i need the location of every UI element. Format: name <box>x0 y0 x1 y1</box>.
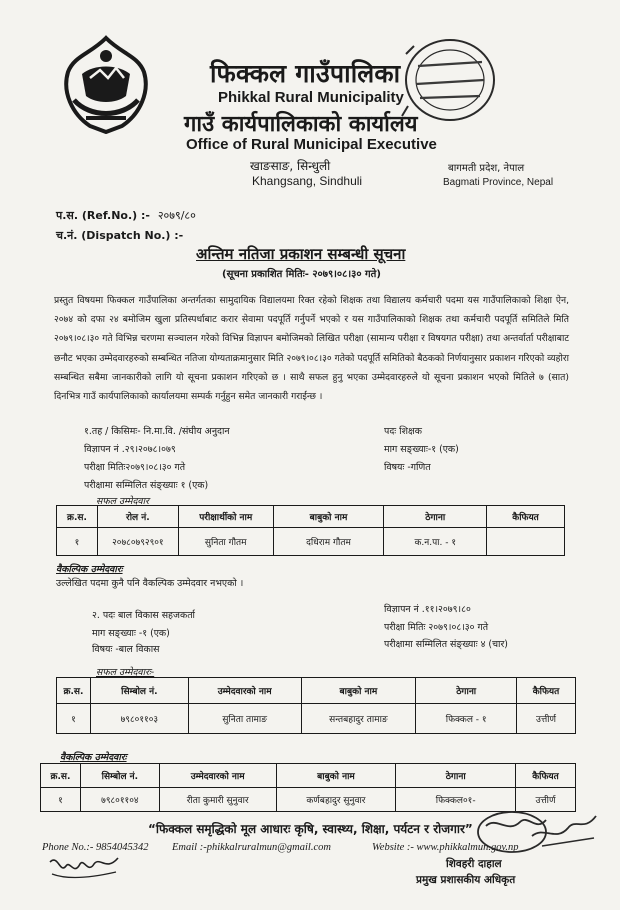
signer-title: प्रमुख प्रशासकीय अधिकृत <box>416 874 516 886</box>
notice-body: प्रस्तुत विषयमा फिक्कल गाउँपालिका अन्तर्गतका सामुदायिक विद्यालयमा रिक्त रहेको शिक्षक तथा विद्यालय कर्मचारी पदमा यस गाउँपालिकाको शिक्षा ऐन, २०७४ को दफा २४ बमोजिम खुला प्रतिस्पर्धाबाट करार सेवामा पदपूर्ति गर्नुपर्ने भएको र यस गाउँपालिकाको शिक्षक तथा कर्मचारी पदपूर्ति समितिले मिति २०७९।०८।३० गते विभिन्न चरणमा सञ्चालन गरेको विभिन्न विज्ञापन बमोजिमको लिखित परीक्षा (सामान्य परीक्षा र विषयगत परीक्षा) तथा अन्तर्वार्ता परीक्षाबाट छनौट भएका उम्मेदवारहरुको सम्बन्धित नतिजा योग्यताक्रमानुसार मिति २०७९।०८।३० गतेको पदपूर्ति समितिको बैठकको निर्णयानुसार प्रकाशन गरिएको व्यहोरा सम्बन्धित सबैमा जानकारीको लागि यो सूचना प्रकाशन गरिएको छ । साथै सफल हुनु भएका उम्मेदवारहरुले यो सूचना प्रकाशन भएको मितिले ७ (सात) दिनभित्र गाउँ कार्यपालिकाको कार्यालयमा सम्पर्क गर्नुहुन समेत जानकारी गराईन्छ । <box>54 295 569 403</box>
s2-subject: विषयः -बाल विकास <box>92 644 160 655</box>
ref-label: प.स. (Ref.No.) :- <box>56 209 150 222</box>
table-cell: सुनिता तामाङ <box>188 704 301 734</box>
s1-post: पदः शिक्षक <box>384 426 422 437</box>
table-header: सिम्बोल नं. <box>90 678 188 704</box>
nepal-emblem-icon <box>60 34 152 134</box>
table-header: बाबुको नाम <box>301 678 416 704</box>
notice-subtitle: (सूचना प्रकाशित मितिः- २०७९।०८।३० गते) <box>222 269 381 280</box>
signer-name: शिवहरी दाहाल <box>446 858 502 870</box>
email-address: Email :-phikkalruralmun@gmail.com <box>172 842 331 853</box>
table-cell: फिक्कल - १ <box>416 704 517 734</box>
office-title-english: Office of Rural Municipal Executive <box>186 136 437 153</box>
s2-alt-heading: वैकल्पिक उम्मेदवारः <box>60 752 127 763</box>
province-english: Bagmati Province, Nepal <box>443 177 554 188</box>
ref-value: २०७९/८० <box>157 209 196 222</box>
table-cell: क.न.पा. - १ <box>384 528 487 556</box>
notice-title: अन्तिम नतिजा प्रकाशन सम्बन्धी सूचना <box>196 245 406 263</box>
s2-exam-date: परीक्षा मितिः २०७९।०८।३० गते <box>384 622 489 633</box>
website-address: Website :- www.phikkalmun.gov.np <box>372 842 519 853</box>
table-header: ठेगाना <box>416 678 517 704</box>
place-nepali: खाङसाङ, सिन्धुली <box>250 159 331 173</box>
table-cell: सुनिता गौतम <box>178 528 273 556</box>
table-header: रोल नं. <box>97 506 178 528</box>
s1-demand: माग सङ्ख्याः-१ (एक) <box>384 444 459 455</box>
reference-number <box>56 208 196 223</box>
dispatch-number: च.नं. (Dispatch No.) :- <box>56 229 184 242</box>
table-cell <box>487 528 565 556</box>
table-header: उम्मेदवारको नाम <box>188 678 301 704</box>
table-header: बाबुको नाम <box>276 764 396 788</box>
s1-ad-no: विज्ञापन नं .२९।२०७८।०७९ <box>84 444 176 455</box>
table-row <box>57 704 576 734</box>
table-header: बाबुको नाम <box>273 506 384 528</box>
table-cell: सन्तबहादुर तामाङ <box>301 704 416 734</box>
table-header: कैफियत <box>516 764 576 788</box>
municipality-title-nepali: फिक्कल गाउँपालिका <box>210 59 401 88</box>
table-cell: उत्तीर्ण <box>516 788 576 812</box>
s2-results-table <box>56 677 576 734</box>
table-header: क्र.स. <box>41 764 81 788</box>
s2-demand: माग सङ्ख्याः -१ (एक) <box>92 628 170 639</box>
left-signature-icon <box>46 852 122 884</box>
phone-number: Phone No.:- 9854045342 <box>42 842 149 853</box>
s1-level: १.तह / किसिमः- नि.मा.वि. /संघीय अनुदान <box>84 426 230 437</box>
table-cell: १ <box>41 788 81 812</box>
s1-participants: परीक्षामा सम्मिलित संङ्ख्याः १ (एक) <box>84 480 209 491</box>
s2-participants: परीक्षामा सम्मिलित संङ्ख्याः ४ (चार) <box>384 639 508 650</box>
table-header: उम्मेदवारको नाम <box>159 764 276 788</box>
s2-success-heading: सफल उम्मेदवारः- <box>96 667 155 678</box>
table-header: ठेगाना <box>384 506 487 528</box>
table-cell: फिक्कल०१- <box>396 788 516 812</box>
table-cell: १ <box>57 528 98 556</box>
approval-stamp-icon <box>472 802 602 858</box>
table-header: सिम्बोल नं. <box>80 764 159 788</box>
municipality-slogan: “फिक्कल समृद्धिको मूल आधारः कृषि, स्वास्थ्य, शिक्षा, पर्यटन र रोजगार” <box>148 822 473 836</box>
s2-ad-no: विज्ञापन नं .११।२०७९।८० <box>384 604 471 615</box>
table-cell: रीता कुमारी सुनुवार <box>159 788 276 812</box>
office-title-nepali: गाउँ कार्यपालिकाको कार्यालय <box>184 112 418 137</box>
table-cell: उत्तीर्ण <box>517 704 576 734</box>
s1-alt-text: उल्लेखित पदमा कुनै पनि वैकल्पिक उम्मेदवार नभएको । <box>56 578 244 589</box>
table-header: कैफियत <box>517 678 576 704</box>
table-cell: ७९८०११०३ <box>90 704 188 734</box>
s1-results-table <box>56 505 565 556</box>
table-cell: १ <box>57 704 91 734</box>
table-header: क्र.स. <box>57 506 98 528</box>
table-row <box>57 528 565 556</box>
s1-success-heading: सफल उम्मेदवार <box>96 496 149 507</box>
table-header: कैफियत <box>487 506 565 528</box>
table-cell: ७९८०११०४ <box>80 788 159 812</box>
province-nepali: बागमती प्रदेश, नेपाल <box>448 163 525 174</box>
table-header: परीक्षार्थीको नाम <box>178 506 273 528</box>
s1-exam-date: परीक्षा मितिः२०७९।०८।३० गते <box>84 462 186 473</box>
place-english: Khangsang, Sindhuli <box>252 174 363 188</box>
table-cell: दधिराम गौतम <box>273 528 384 556</box>
s2-post: २. पदः बाल विकास सहजकर्ता <box>92 610 195 621</box>
table-cell: कर्णबहादुर सुनुवार <box>276 788 396 812</box>
table-header: क्र.स. <box>57 678 91 704</box>
s1-alt-heading: वैकल्पिक उम्मेदवारः <box>56 564 123 575</box>
municipality-title-english: Phikkal Rural Municipality <box>218 89 404 106</box>
table-header: ठेगाना <box>396 764 516 788</box>
table-cell: २०७८०७९२९०१ <box>97 528 178 556</box>
s1-subject: विषयः -गणित <box>384 462 431 473</box>
